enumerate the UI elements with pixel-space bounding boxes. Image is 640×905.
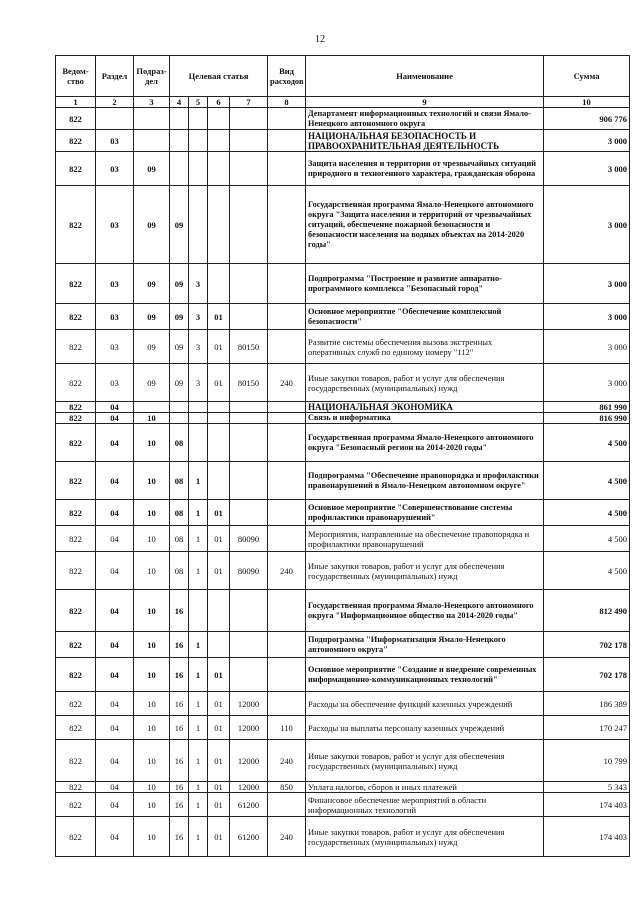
column-number: 3 [134, 97, 170, 108]
cell-activity [208, 590, 230, 632]
table-row [56, 782, 630, 793]
cell-subprogram [189, 130, 208, 152]
cell-activity: 01 [208, 500, 230, 526]
cell-program: 08 [170, 526, 189, 552]
table-row [56, 152, 630, 186]
header-subsection: Подраз-дел [134, 56, 170, 97]
cell-name: Мероприятия, направленные на обеспечение правопорядка и профилактики правонарушений [306, 526, 544, 552]
cell-section: 04 [96, 692, 134, 716]
cell-subprogram: 1 [189, 658, 208, 692]
cell-dept: 822 [56, 108, 96, 130]
cell-activity: 01 [208, 793, 230, 817]
cell-subprogram: 3 [189, 304, 208, 330]
cell-subsection [134, 108, 170, 130]
table-row [56, 590, 630, 632]
cell-direction [230, 658, 268, 692]
cell-subprogram: 3 [189, 264, 208, 304]
cell-program: 16 [170, 692, 189, 716]
cell-direction [230, 590, 268, 632]
cell-program: 16 [170, 590, 189, 632]
cell-dept: 822 [56, 526, 96, 552]
cell-direction: 80150 [230, 330, 268, 364]
cell-activity [208, 186, 230, 264]
cell-dept: 822 [56, 186, 96, 264]
cell-section: 04 [96, 817, 134, 857]
cell-expense-type [268, 462, 306, 500]
cell-subsection: 10 [134, 658, 170, 692]
cell-subsection: 10 [134, 500, 170, 526]
cell-program: 08 [170, 424, 189, 462]
cell-name: Финансовое обеспечение мероприятий в области информационных технологий [306, 793, 544, 817]
cell-direction [230, 413, 268, 424]
column-number: 4 [170, 97, 189, 108]
cell-subprogram [189, 424, 208, 462]
cell-subsection: 09 [134, 364, 170, 402]
cell-name: НАЦИОНАЛЬНАЯ БЕЗОПАСНОСТЬ И ПРАВООХРАНИТЕЛЬНАЯ ДЕЯТЕЛЬНОСТЬ [306, 130, 544, 152]
cell-section: 04 [96, 590, 134, 632]
cell-dept: 822 [56, 152, 96, 186]
cell-section: 04 [96, 424, 134, 462]
cell-subsection: 10 [134, 740, 170, 782]
cell-amount: 3 000 [544, 264, 630, 304]
cell-activity: 01 [208, 364, 230, 402]
cell-dept: 822 [56, 740, 96, 782]
cell-activity [208, 130, 230, 152]
cell-expense-type [268, 500, 306, 526]
cell-subprogram: 1 [189, 462, 208, 500]
table-row [56, 108, 630, 130]
table-row [56, 716, 630, 740]
cell-name: Иные закупки товаров, работ и услуг для обеспечения государственных (муниципальных) нужд [306, 740, 544, 782]
cell-program [170, 108, 189, 130]
cell-activity [208, 402, 230, 413]
cell-dept: 822 [56, 658, 96, 692]
cell-amount: 3 000 [544, 130, 630, 152]
cell-dept: 822 [56, 424, 96, 462]
page-number: 12 [315, 34, 325, 45]
cell-name: Иные закупки товаров, работ и услуг для обеспечения государственных (муниципальных) нужд [306, 817, 544, 857]
cell-subprogram [189, 108, 208, 130]
cell-section [96, 108, 134, 130]
cell-program: 08 [170, 552, 189, 590]
cell-direction: 80150 [230, 364, 268, 402]
cell-section: 03 [96, 330, 134, 364]
cell-section: 04 [96, 462, 134, 500]
cell-section: 04 [96, 526, 134, 552]
cell-activity: 01 [208, 782, 230, 793]
cell-program: 09 [170, 330, 189, 364]
cell-dept: 822 [56, 692, 96, 716]
cell-direction [230, 186, 268, 264]
header-name: Наименование [306, 56, 544, 97]
cell-name: Иные закупки товаров, работ и услуг для обеспечения государственных (муниципальных) нужд [306, 552, 544, 590]
cell-section: 03 [96, 364, 134, 402]
cell-dept: 822 [56, 500, 96, 526]
cell-activity: 01 [208, 658, 230, 692]
cell-subsection: 10 [134, 692, 170, 716]
table-row [56, 186, 630, 264]
cell-activity: 01 [208, 692, 230, 716]
budget-table [55, 55, 630, 857]
cell-activity: 01 [208, 740, 230, 782]
cell-dept: 822 [56, 330, 96, 364]
cell-expense-type: 240 [268, 364, 306, 402]
cell-amount: 812 490 [544, 590, 630, 632]
cell-name: Департамент информационных технологий и связи Ямало-Ненецкого автономного округа [306, 108, 544, 130]
cell-amount: 174 403 [544, 793, 630, 817]
cell-dept: 822 [56, 817, 96, 857]
cell-amount: 4 500 [544, 552, 630, 590]
cell-activity [208, 152, 230, 186]
cell-dept: 822 [56, 782, 96, 793]
cell-subsection [134, 130, 170, 152]
cell-activity: 01 [208, 304, 230, 330]
cell-subprogram [189, 152, 208, 186]
cell-dept: 822 [56, 552, 96, 590]
cell-subsection: 10 [134, 462, 170, 500]
table-row [56, 692, 630, 716]
table-row [56, 526, 630, 552]
cell-name: Развитие системы обеспечения вызова экстренных оперативных служб по единому номеру "112" [306, 330, 544, 364]
cell-direction: 61200 [230, 817, 268, 857]
table-row [56, 740, 630, 782]
cell-dept: 822 [56, 364, 96, 402]
cell-program: 16 [170, 632, 189, 658]
cell-expense-type [268, 692, 306, 716]
cell-amount: 3 000 [544, 330, 630, 364]
cell-expense-type [268, 186, 306, 264]
table-row [56, 552, 630, 590]
cell-amount: 4 500 [544, 424, 630, 462]
cell-expense-type [268, 402, 306, 413]
cell-section: 04 [96, 552, 134, 590]
header-dept: Ведом-ство [56, 56, 96, 97]
column-number: 7 [230, 97, 268, 108]
cell-name: Уплата налогов, сборов и иных платежей [306, 782, 544, 793]
table-row [56, 793, 630, 817]
cell-amount: 170 247 [544, 716, 630, 740]
cell-dept: 822 [56, 264, 96, 304]
cell-direction [230, 264, 268, 304]
cell-subprogram: 3 [189, 364, 208, 402]
cell-subsection: 09 [134, 264, 170, 304]
cell-direction [230, 130, 268, 152]
cell-section: 04 [96, 402, 134, 413]
cell-activity [208, 462, 230, 500]
cell-activity [208, 632, 230, 658]
cell-direction [230, 500, 268, 526]
cell-subsection: 10 [134, 782, 170, 793]
table-row [56, 632, 630, 658]
table-row [56, 304, 630, 330]
cell-direction [230, 632, 268, 658]
cell-subsection: 09 [134, 304, 170, 330]
table-row [56, 330, 630, 364]
cell-subsection: 10 [134, 632, 170, 658]
cell-expense-type [268, 264, 306, 304]
table-row [56, 817, 630, 857]
header-row [56, 56, 630, 97]
cell-name: Основное мероприятие "Совершенствование системы профилактики правонарушений" [306, 500, 544, 526]
cell-name: Подпрограмма "Построение и развитие аппаратно-программного комплекса "Безопасный город" [306, 264, 544, 304]
cell-program: 16 [170, 817, 189, 857]
cell-subsection: 10 [134, 793, 170, 817]
cell-activity [208, 264, 230, 304]
cell-direction [230, 304, 268, 330]
cell-name: Государственная программа Ямало-Ненецкого автономного округа "Информационное общество на 2014-2020 годы" [306, 590, 544, 632]
cell-program: 09 [170, 186, 189, 264]
cell-section: 04 [96, 658, 134, 692]
cell-name: Иные закупки товаров, работ и услуг для обеспечения государственных (муниципальных) нужд [306, 364, 544, 402]
cell-expense-type [268, 424, 306, 462]
cell-dept: 822 [56, 590, 96, 632]
cell-program [170, 152, 189, 186]
cell-program: 09 [170, 264, 189, 304]
table-row [56, 130, 630, 152]
cell-program [170, 413, 189, 424]
cell-direction [230, 402, 268, 413]
cell-direction [230, 152, 268, 186]
cell-subsection: 10 [134, 716, 170, 740]
cell-subprogram: 1 [189, 632, 208, 658]
cell-section: 04 [96, 716, 134, 740]
cell-direction: 12000 [230, 716, 268, 740]
cell-direction: 61200 [230, 793, 268, 817]
cell-direction: 12000 [230, 782, 268, 793]
cell-amount: 3 000 [544, 364, 630, 402]
cell-name: Подпрограмма "Информатизация Ямало-Ненецкого автономного округа" [306, 632, 544, 658]
cell-activity: 01 [208, 526, 230, 552]
cell-activity: 01 [208, 330, 230, 364]
column-number: 9 [306, 97, 544, 108]
cell-expense-type [268, 304, 306, 330]
cell-direction [230, 108, 268, 130]
column-number: 6 [208, 97, 230, 108]
cell-expense-type [268, 108, 306, 130]
cell-direction: 12000 [230, 740, 268, 782]
column-number: 1 [56, 97, 96, 108]
header-target: Целевая статья [170, 56, 268, 97]
cell-section: 04 [96, 500, 134, 526]
cell-subsection: 10 [134, 817, 170, 857]
cell-amount: 4 500 [544, 526, 630, 552]
cell-dept: 822 [56, 402, 96, 413]
cell-section: 04 [96, 413, 134, 424]
cell-section: 03 [96, 152, 134, 186]
header-expense-type: Вид расходов [268, 56, 306, 97]
cell-dept: 822 [56, 793, 96, 817]
cell-subprogram: 1 [189, 716, 208, 740]
cell-program [170, 402, 189, 413]
column-number: 5 [189, 97, 208, 108]
table-row [56, 264, 630, 304]
cell-subprogram [189, 186, 208, 264]
cell-expense-type [268, 590, 306, 632]
cell-direction [230, 424, 268, 462]
column-number: 10 [544, 97, 630, 108]
cell-expense-type: 110 [268, 716, 306, 740]
cell-section: 03 [96, 130, 134, 152]
table-body [56, 108, 630, 857]
cell-direction: 80090 [230, 526, 268, 552]
cell-expense-type: 850 [268, 782, 306, 793]
cell-subsection: 10 [134, 424, 170, 462]
cell-section: 04 [96, 793, 134, 817]
cell-activity: 01 [208, 716, 230, 740]
cell-dept: 822 [56, 413, 96, 424]
cell-subprogram: 1 [189, 552, 208, 590]
cell-expense-type [268, 130, 306, 152]
cell-section: 03 [96, 264, 134, 304]
column-number: 8 [268, 97, 306, 108]
cell-section: 04 [96, 740, 134, 782]
cell-amount: 4 500 [544, 500, 630, 526]
cell-subprogram: 1 [189, 817, 208, 857]
table-row [56, 424, 630, 462]
cell-subprogram: 1 [189, 526, 208, 552]
cell-subprogram: 1 [189, 692, 208, 716]
cell-dept: 822 [56, 304, 96, 330]
cell-program: 09 [170, 364, 189, 402]
cell-amount: 3 000 [544, 304, 630, 330]
cell-section: 04 [96, 632, 134, 658]
cell-subsection: 10 [134, 552, 170, 590]
table-row [56, 402, 630, 413]
column-number: 2 [96, 97, 134, 108]
cell-direction: 12000 [230, 692, 268, 716]
cell-activity [208, 424, 230, 462]
cell-amount: 10 799 [544, 740, 630, 782]
cell-subprogram: 1 [189, 500, 208, 526]
table-row [56, 500, 630, 526]
cell-name: НАЦИОНАЛЬНАЯ ЭКОНОМИКА [306, 402, 544, 413]
cell-expense-type [268, 413, 306, 424]
cell-program: 16 [170, 740, 189, 782]
cell-amount: 3 000 [544, 186, 630, 264]
cell-amount: 174 403 [544, 817, 630, 857]
cell-expense-type [268, 658, 306, 692]
cell-name: Подпрограмма "Обеспечение правопорядка и профилактики правонарушений в Ямало-Ненецком автономном округе" [306, 462, 544, 500]
cell-subsection: 10 [134, 526, 170, 552]
cell-dept: 822 [56, 632, 96, 658]
cell-expense-type [268, 526, 306, 552]
cell-amount: 816 990 [544, 413, 630, 424]
cell-subprogram [189, 402, 208, 413]
cell-section: 04 [96, 782, 134, 793]
cell-direction [230, 462, 268, 500]
cell-amount: 702 178 [544, 632, 630, 658]
cell-expense-type: 240 [268, 552, 306, 590]
cell-program: 08 [170, 500, 189, 526]
column-number-row [56, 97, 630, 108]
cell-expense-type [268, 632, 306, 658]
cell-expense-type: 240 [268, 817, 306, 857]
cell-program: 09 [170, 304, 189, 330]
cell-subprogram: 3 [189, 330, 208, 364]
cell-activity: 01 [208, 552, 230, 590]
cell-dept: 822 [56, 462, 96, 500]
cell-program: 16 [170, 782, 189, 793]
cell-name: Связь и информатика [306, 413, 544, 424]
header-section: Раздел [96, 56, 134, 97]
cell-subprogram: 1 [189, 793, 208, 817]
cell-name: Защита населения и территории от чрезвычайных ситуаций природного и техногенного характера, гражданская оборона [306, 152, 544, 186]
cell-subsection: 10 [134, 590, 170, 632]
cell-activity: 01 [208, 817, 230, 857]
cell-subsection: 09 [134, 330, 170, 364]
cell-direction: 80090 [230, 552, 268, 590]
cell-amount: 4 500 [544, 462, 630, 500]
cell-expense-type [268, 152, 306, 186]
cell-subsection: 09 [134, 152, 170, 186]
cell-program: 16 [170, 716, 189, 740]
cell-amount: 3 000 [544, 152, 630, 186]
cell-program [170, 130, 189, 152]
cell-subprogram [189, 413, 208, 424]
cell-activity [208, 413, 230, 424]
table-row [56, 364, 630, 402]
cell-amount: 5 343 [544, 782, 630, 793]
cell-subsection: 10 [134, 413, 170, 424]
cell-subsection: 09 [134, 186, 170, 264]
cell-expense-type: 240 [268, 740, 306, 782]
cell-name: Расходы на обеспечение функций казенных учреждений [306, 692, 544, 716]
cell-subsection [134, 402, 170, 413]
cell-subprogram [189, 590, 208, 632]
cell-expense-type [268, 330, 306, 364]
cell-amount: 186 389 [544, 692, 630, 716]
cell-amount: 702 178 [544, 658, 630, 692]
cell-expense-type [268, 793, 306, 817]
cell-program: 16 [170, 793, 189, 817]
table-row [56, 462, 630, 500]
cell-dept: 822 [56, 130, 96, 152]
cell-subprogram: 1 [189, 782, 208, 793]
cell-dept: 822 [56, 716, 96, 740]
cell-program: 16 [170, 658, 189, 692]
cell-section: 03 [96, 304, 134, 330]
cell-subprogram: 1 [189, 740, 208, 782]
cell-amount: 861 990 [544, 402, 630, 413]
cell-section: 03 [96, 186, 134, 264]
cell-name: Государственная программа Ямало-Ненецкого автономного округа "Безопасный регион на 2014-2020 годы" [306, 424, 544, 462]
header-amount: Сумма [544, 56, 630, 97]
cell-amount: 906 776 [544, 108, 630, 130]
table-row [56, 413, 630, 424]
cell-name: Государственная программа Ямало-Ненецкого автономного округа "Защита населения и территорий от чрезвычайных ситуаций, обеспечение пожарной безопасности и безопасности населения на водных объектах на 2014-2020 годы" [306, 186, 544, 264]
table-row [56, 658, 630, 692]
cell-name: Основное мероприятие "Создание и внедрение современных информационно-коммуникационных технологий" [306, 658, 544, 692]
cell-name: Основное мероприятие "Обеспечение комплексной безопасности" [306, 304, 544, 330]
cell-activity [208, 108, 230, 130]
cell-name: Расходы на выплаты персоналу казенных учреждений [306, 716, 544, 740]
cell-program: 08 [170, 462, 189, 500]
